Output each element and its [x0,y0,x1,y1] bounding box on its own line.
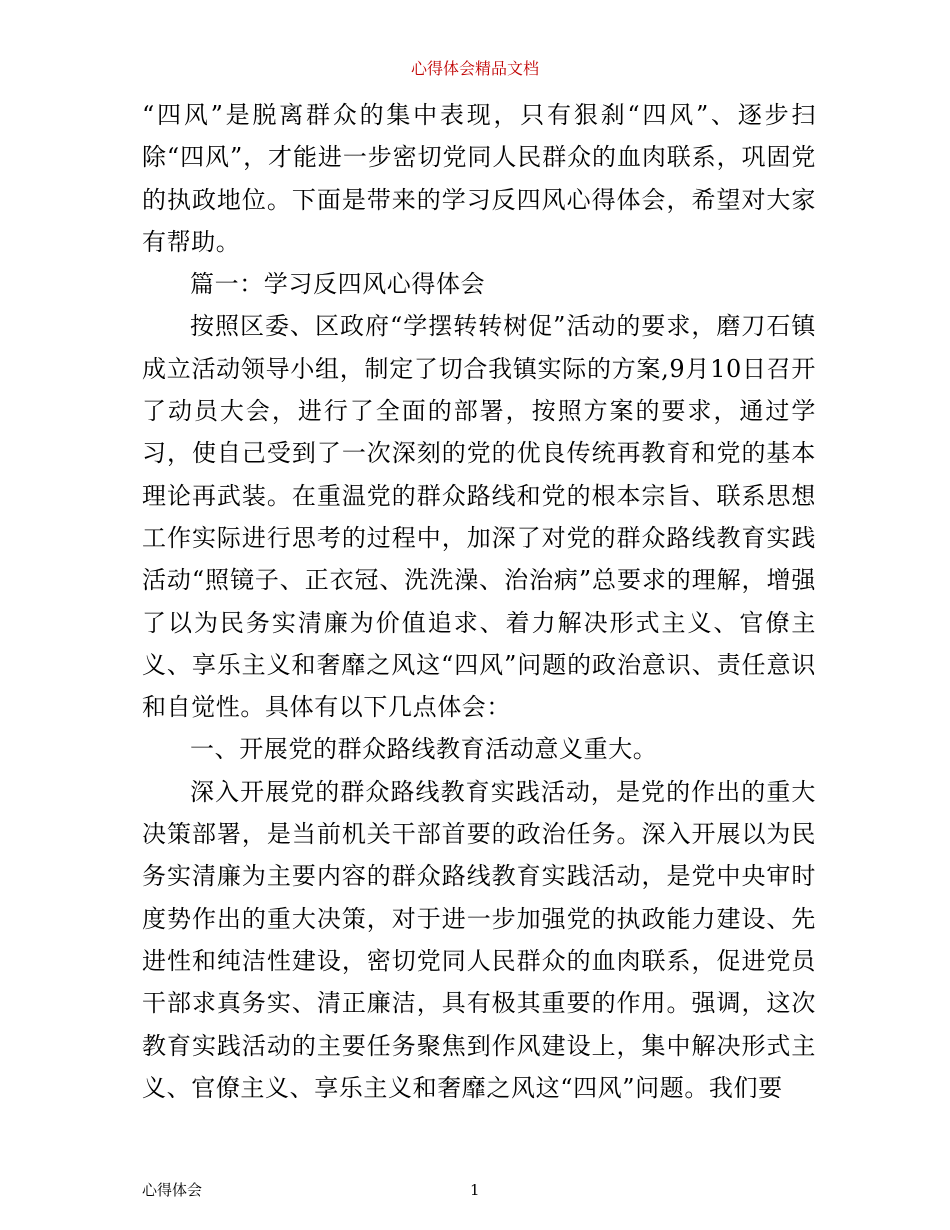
footer-label: 心得体会 [142,1181,203,1199]
subsection-heading: 一、开展党的群众路线教育活动意义重大。 [190,735,658,764]
document-body [142,94,816,1109]
section-heading: 篇一：学习反四风心得体会 [190,270,486,299]
page-number: 1 [470,1181,480,1199]
body-paragraph: 按照区委、区政府“学摆转转树促”活动的要求，磨刀石镇成立活动领导小组，制定了切合我镇实际的方案,9月10日召开了动员大会，进行了全面的部署，按照方案的要求，通过学习，使自己受到了一次深刻的党的优良传统再教育和党的基本理论再武装。在重温党的群众路线和党的根本宗旨、联系思想工作实际进行思考的过程中，加深了对党的群众路线教育实践活动“照镜子、正衣冠、洗洗澡、治治病”总要求的理解，增强了以为民务实清廉为价值追求、着力解决形式主义、官僚主义、享乐主义和奢靡之风这“四风”问题的政治意识、责任意识和自觉性。具体有以下几点体会： [142,312,816,722]
page-header-title: 心得体会精品文档 [410,59,539,78]
body-paragraph: 深入开展党的群众路线教育实践活动，是党的作出的重大决策部署，是当前机关干部首要的政治任务。深入开展以为民务实清廉为主要内容的群众路线教育实践活动，是党中央审时度势作出的重大决策，对于进一步加强党的执政能力建设、先进性和纯洁性建设，密切党同人民群众的血肉联系，促进党员干部求真务实、清正廉洁，具有极其重要的作用。强调，这次教育实践活动的主要任务聚焦到作风建设上，集中解决形式主义、官僚主义、享乐主义和奢靡之风这“四风”问题。我们要 [142,777,816,1102]
intro-paragraph: “四风”是脱离群众的集中表现，只有狠刹“四风”、逐步扫除“四风”，才能进一步密切党同人民群众的血肉联系，巩固党的执政地位。下面是带来的学习反四风心得体会，希望对大家有帮助。 [142,101,816,256]
